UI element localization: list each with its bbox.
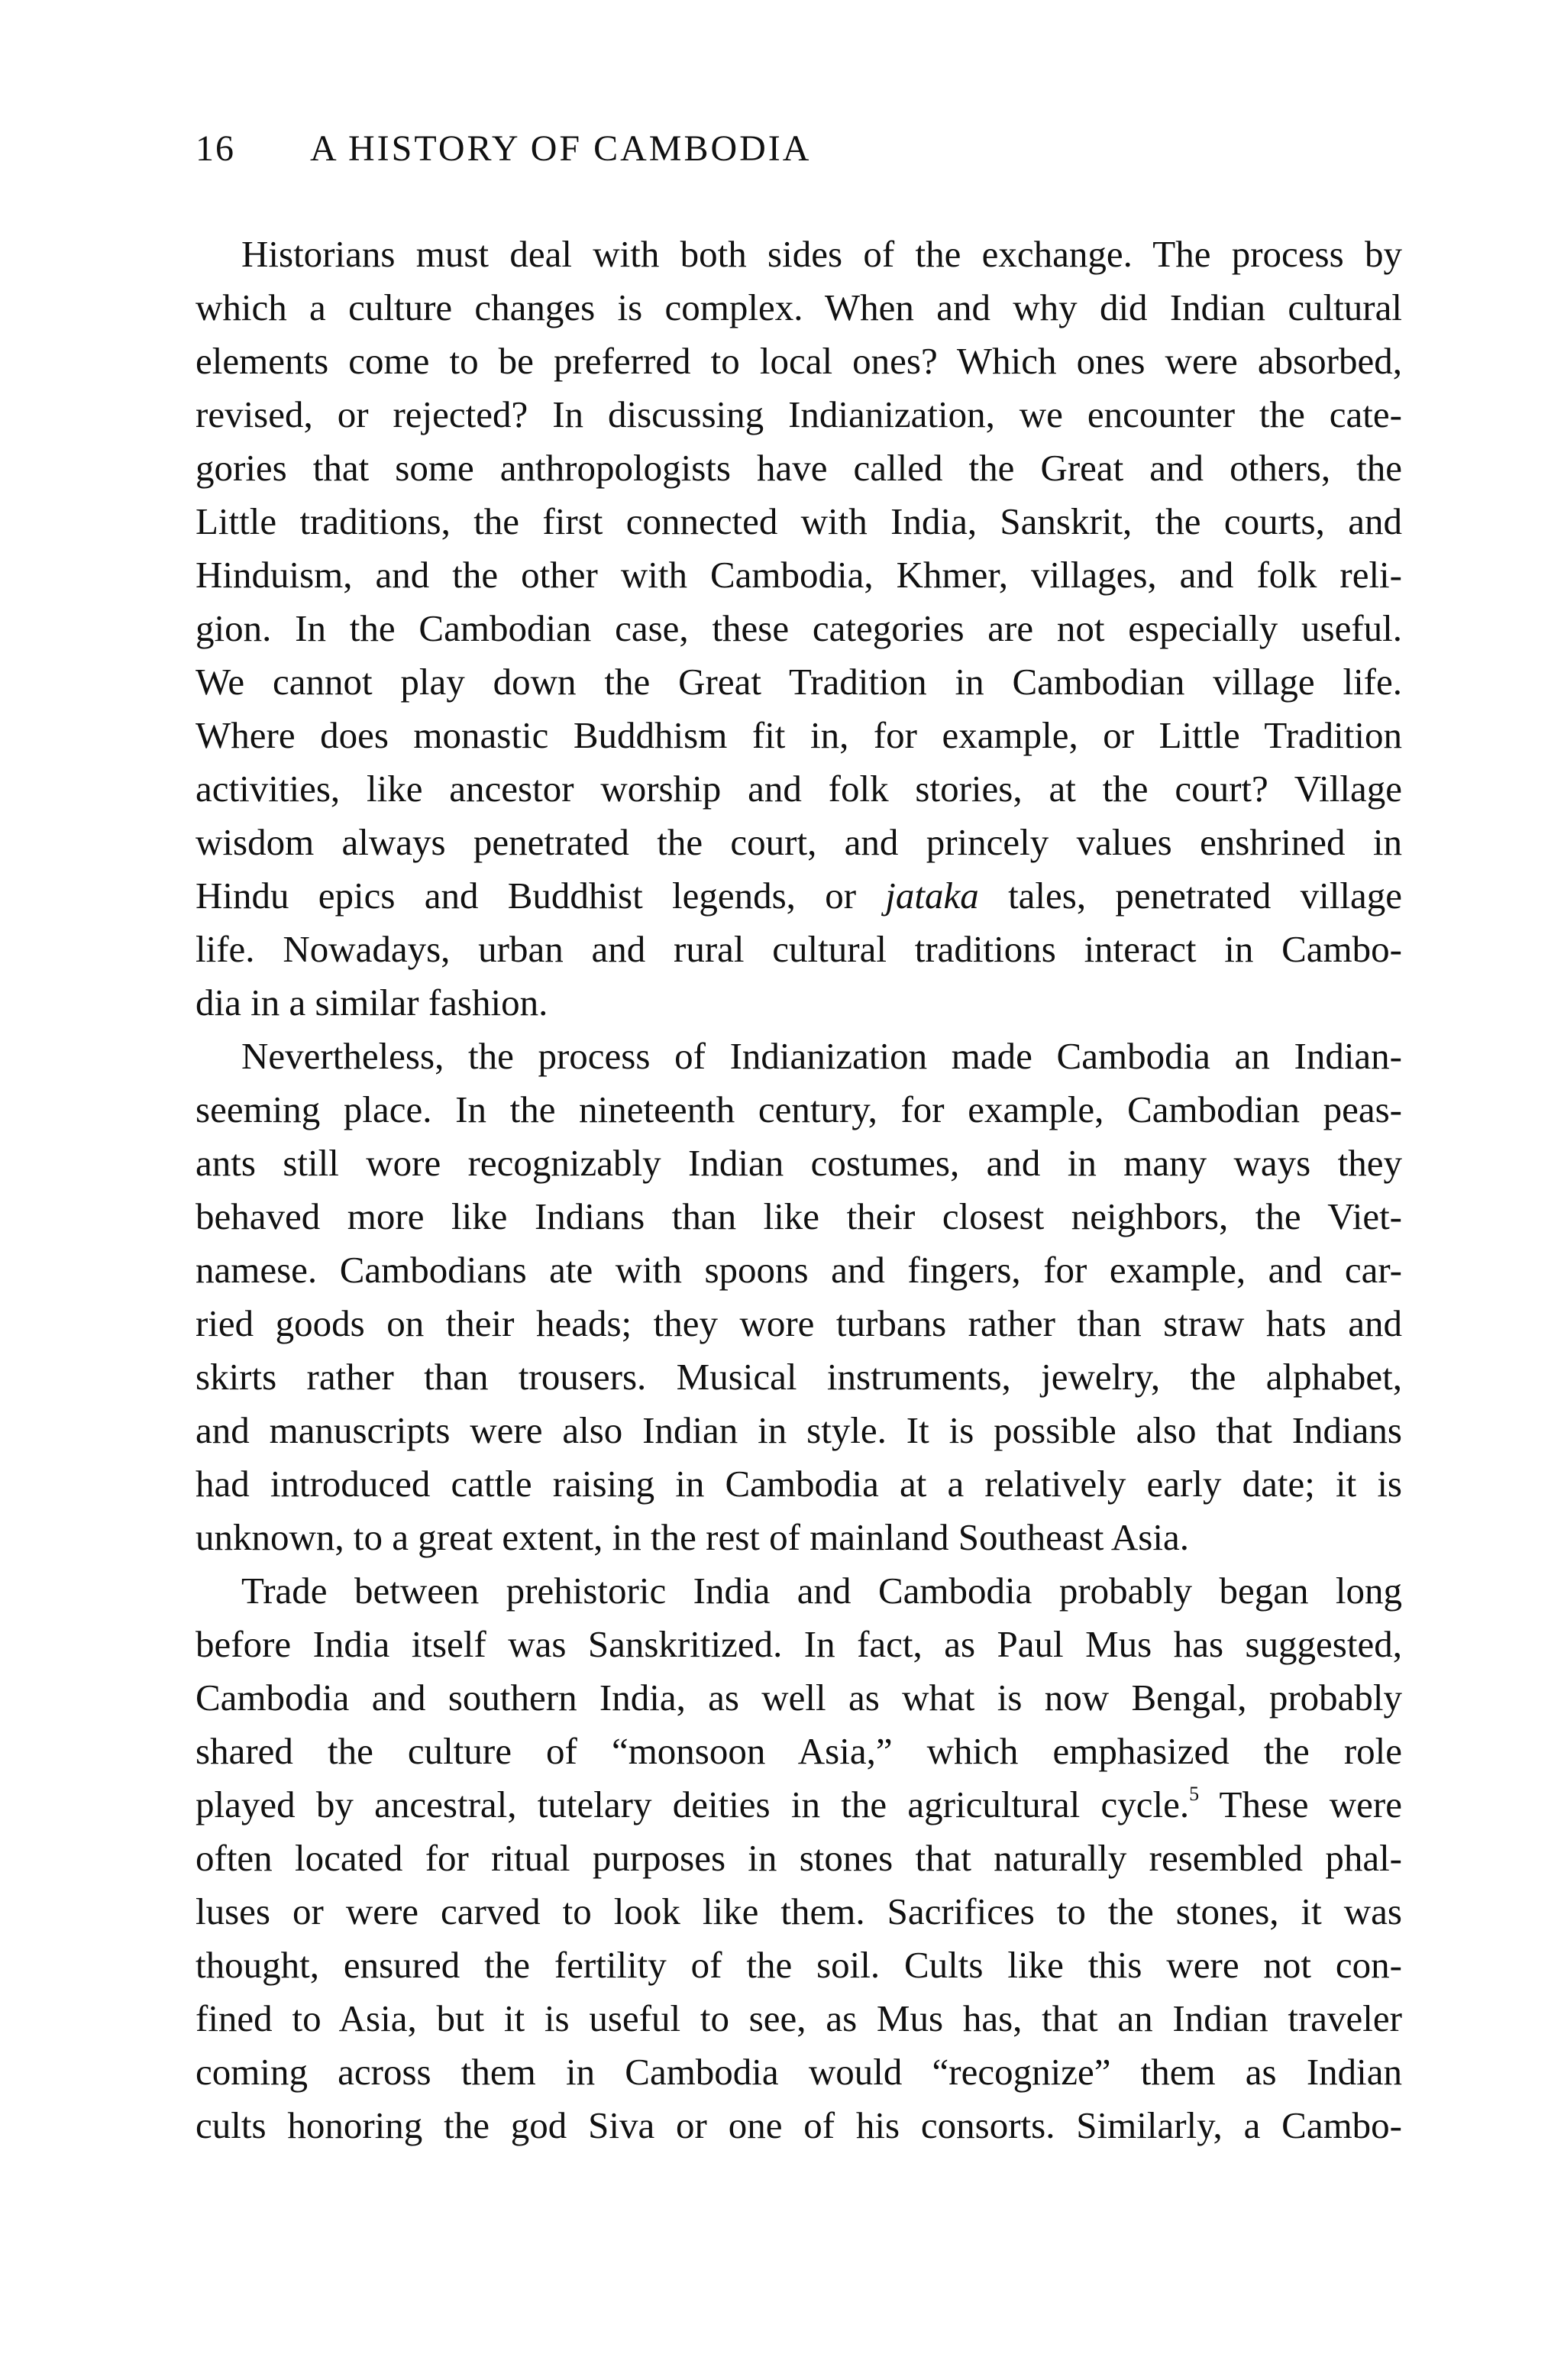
text-line: coming across them in Cambodia would “recognize” them as Indian <box>196 2051 1402 2093</box>
text-line: Historians must deal with both sides of the exchange. The process by <box>241 233 1402 275</box>
text-line: skirts rather than trousers. Musical instruments, jewelry, the alphabet, <box>196 1356 1402 1398</box>
text-segment: Hindu epics and Buddhist legends, or <box>196 875 857 917</box>
text-segment: These were <box>1219 1783 1403 1825</box>
text-line: Cambodia and southern India, as well as what is now Bengal, probably <box>196 1677 1402 1719</box>
text-line: thought, ensured the fertility of the soil. Cults like this were not con- <box>196 1944 1402 1986</box>
text-line: and manuscripts were also Indian in style. It is possible also that Indians <box>196 1409 1402 1451</box>
text-line: fined to Asia, but it is useful to see, as Mus has, that an Indian traveler <box>196 1997 1402 2039</box>
text-line: had introduced cattle raising in Cambodia at a relatively early date; it is <box>196 1463 1402 1505</box>
paragraph-1 <box>196 228 1402 1030</box>
text-line: Where does monastic Buddhism fit in, for example, or Little Tradition <box>196 714 1402 756</box>
text-line: unknown, to a great extent, in the rest of mainland Southeast Asia. <box>196 1516 1189 1558</box>
text-line: Hinduism, and the other with Cambodia, Khmer, villages, and folk reli- <box>196 554 1402 596</box>
text-line: We cannot play down the Great Tradition in Cambodian village life. <box>196 661 1402 703</box>
text-line: namese. Cambodians ate with spoons and fingers, for example, and car- <box>196 1249 1402 1291</box>
text-line: luses or were carved to look like them. Sacrifices to the stones, it was <box>196 1890 1402 1932</box>
text-line: before India itself was Sanskritized. In fact, as Paul Mus has suggested, <box>196 1623 1402 1665</box>
text-line: behaved more like Indians than like their closest neighbors, the Viet- <box>196 1195 1402 1237</box>
text-line: wisdom always penetrated the court, and princely values enshrined in <box>196 821 1402 863</box>
text-line: revised, or rejected? In discussing Indianization, we encounter the cate- <box>196 393 1402 435</box>
text-line: which a culture changes is complex. When and why did Indian cultural <box>196 286 1402 328</box>
footnote-marker[interactable]: 5 <box>1189 1783 1200 1805</box>
text-segment: tales, penetrated village <box>1008 875 1403 917</box>
text-line: gories that some anthropologists have called the Great and others, the <box>196 447 1402 489</box>
text-line: Little traditions, the first connected with India, Sanskrit, the courts, and <box>196 500 1402 542</box>
text-line: shared the culture of “monsoon Asia,” which emphasized the role <box>196 1730 1402 1772</box>
book-title: A HISTORY OF CAMBODIA <box>310 128 812 169</box>
page-number: 16 <box>196 128 235 169</box>
italic-term: jataka <box>885 875 979 917</box>
paragraph-3 <box>196 1564 1402 2152</box>
text-line-with-footnote <box>196 1778 1402 1832</box>
text-line: ried goods on their heads; they wore turbans rather than straw hats and <box>196 1302 1402 1344</box>
text-line: dia in a similar fashion. <box>196 981 548 1023</box>
text-line: gion. In the Cambodian case, these categories are not especially useful. <box>196 607 1402 649</box>
text-segment: played by ancestral, tutelary deities in the agricultural cycle. <box>196 1783 1190 1825</box>
text-line: cults honoring the god Siva or one of his consorts. Similarly, a Cambo- <box>196 2104 1402 2146</box>
body-text <box>196 228 1402 2152</box>
text-line: activities, like ancestor worship and folk stories, at the court? Village <box>196 768 1402 810</box>
text-line: seeming place. In the nineteenth century, for example, Cambodian peas- <box>196 1088 1402 1130</box>
paragraph-2 <box>196 1030 1402 1564</box>
running-head <box>196 122 1417 176</box>
text-line: life. Nowadays, urban and rural cultural traditions interact in Cambo- <box>196 928 1402 970</box>
text-line: elements come to be preferred to local ones? Which ones were absorbed, <box>196 340 1402 382</box>
text-line: Trade between prehistoric India and Cambodia probably began long <box>241 1570 1402 1612</box>
text-line: often located for ritual purposes in stones that naturally resembled phal- <box>196 1837 1402 1879</box>
text-line: ants still wore recognizably Indian costumes, and in many ways they <box>196 1142 1402 1184</box>
text-line-with-italic <box>196 869 1402 923</box>
text-line: Nevertheless, the process of Indianization made Cambodia an Indian- <box>241 1035 1402 1077</box>
